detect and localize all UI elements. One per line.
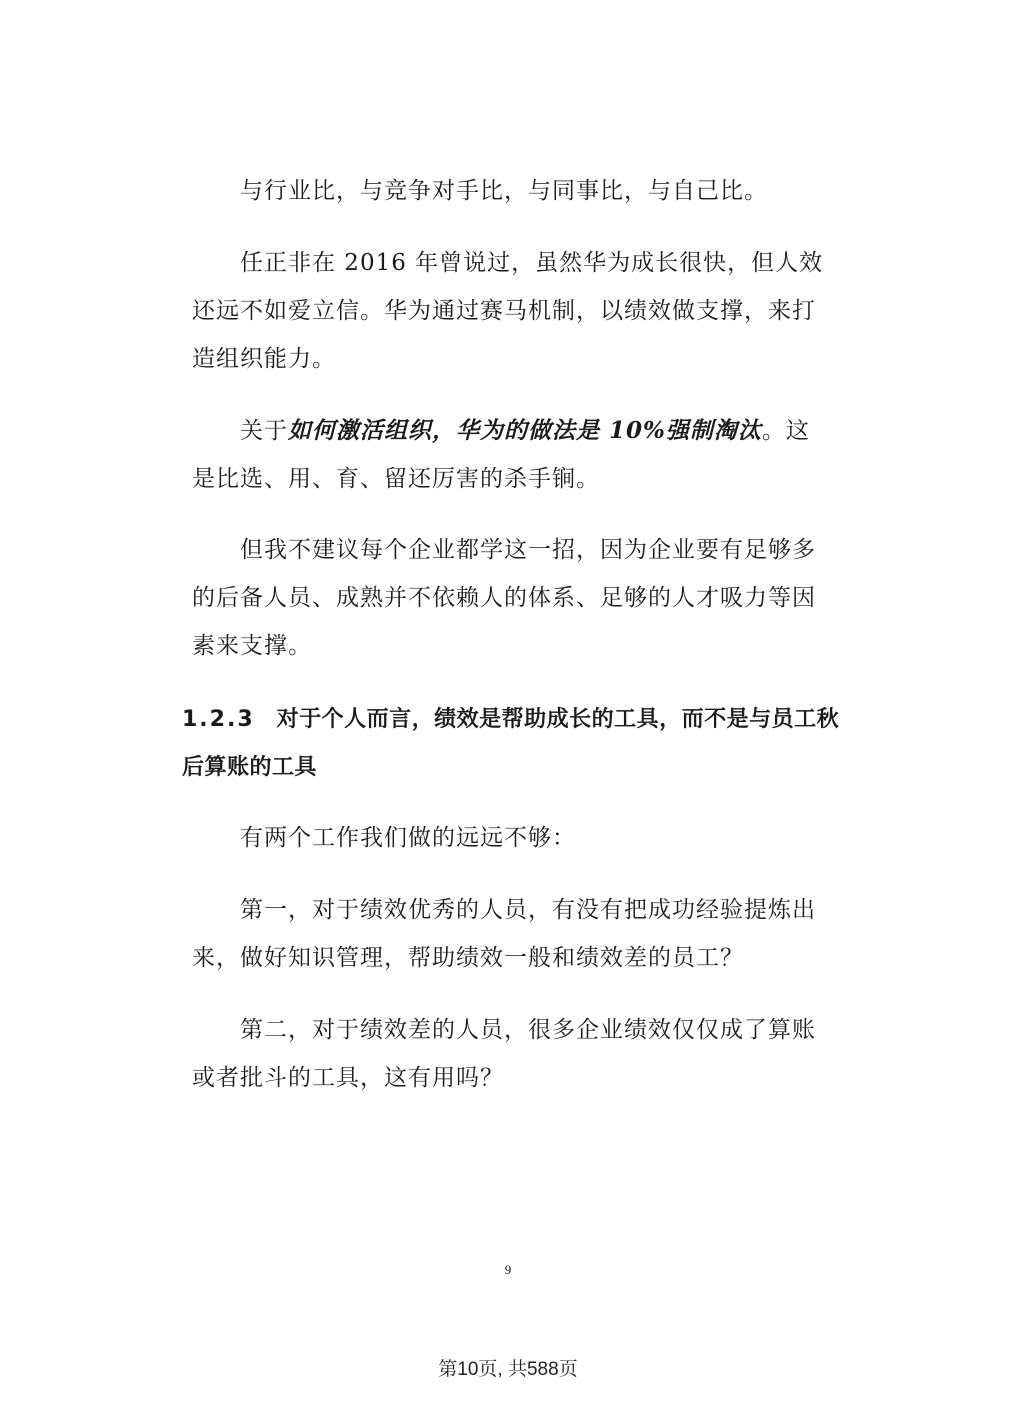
section-number: 1.2.3 xyxy=(182,707,255,732)
paragraph-activate-organization xyxy=(192,407,832,503)
section-title: 对于个人而言，绩效是帮助成长的工具，而不是与员工秋后算账的工具 xyxy=(182,707,840,780)
emphasized-text: 如何激活组织，华为的做法是 10%强制淘汰 xyxy=(288,417,762,444)
paragraph-second-point: 第二，对于绩效差的人员，很多企业绩效仅仅成了算账或者批斗的工具，这有用吗？ xyxy=(192,1017,816,1091)
paragraph-first-point: 第一，对于绩效优秀的人员，有没有把成功经验提炼出来，做好知识管理，帮助绩效一般和绩效差的员工？ xyxy=(192,897,816,971)
section-heading xyxy=(182,696,842,792)
paragraph-comparison: 与行业比，与竞争对手比，与同事比，与自己比。 xyxy=(240,178,768,204)
page-counter: 第10页, 共588页 xyxy=(438,1359,578,1380)
paragraph-prefix: 关于 xyxy=(240,418,288,444)
paragraph-two-tasks: 有两个工作我们做的远远不够： xyxy=(240,825,576,851)
paragraph-ren-zhengfei: 任正非在 2016 年曾说过，虽然华为成长很快，但人效还远不如爱立信。华为通过赛马机制，以绩效做支撑，来打造组织能力。 xyxy=(192,250,824,372)
paragraph-recommendation: 但我不建议每个企业都学这一招，因为企业要有足够多的后备人员、成熟并不依赖人的体系、足够的人才吸力等因素来支撑。 xyxy=(192,537,816,659)
paragraph-suffix: 。这是比选、用、育、留还厉害的杀手锏。 xyxy=(192,418,810,492)
page-number: 9 xyxy=(504,1262,512,1277)
